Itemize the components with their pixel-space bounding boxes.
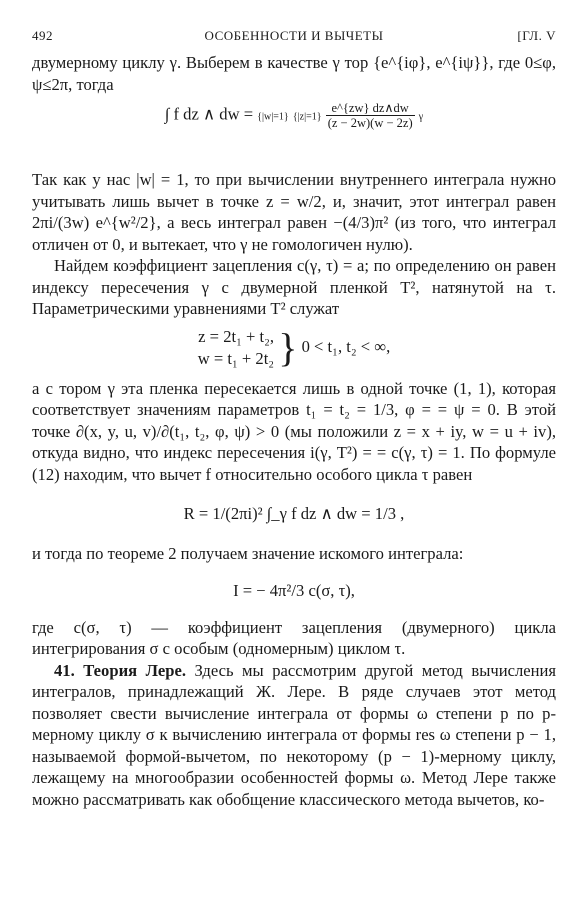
paragraph-4-text: а с тором γ эта пленка пересекается лишь в одной точке (1, 1), которая соответствует значениям параметров t₁ = t₂ = 1/3, φ = = ψ = 0. В этой точке ∂(x, y, u, v)/∂(t₁, t₂, φ, ψ) > 0 (мы положили z = x + iy, w = u + iv), откуда видно, что индекс пересечения i(γ, T²) = = c(γ, τ) = 1. По формуле (12) находим, что вычет f относительно особого цикла τ равен xyxy=(32,378,556,484)
parametric-system xyxy=(32,326,556,372)
paragraph-2 xyxy=(32,169,556,255)
eq1-limit-w: {|w|=1} xyxy=(257,111,289,123)
chapter-label: [ГЛ. V xyxy=(517,28,556,43)
paragraph-3 xyxy=(32,255,556,320)
paragraph-1 xyxy=(32,52,556,95)
paragraph-5-text: и тогда по теореме 2 получаем значение искомого интеграла: xyxy=(32,544,464,563)
paragraph-2-text: Так как у нас |w| = 1, то при вычислении внутреннего интеграла нужно учитывать лишь вычет в точке z = w/2, и, значит, этот интеграл равен 2πi/(3w) e^{w²/2}, а весь интеграл равен −(4/3)π² (из того, что интеграл отличен от 0, и вытекает, что γ не гомологичен нулю). xyxy=(32,170,556,254)
equation-3 xyxy=(32,571,556,611)
eq3-text: I = − 4π²/3 c(σ, τ), xyxy=(233,580,355,600)
paragraph-4 xyxy=(32,378,556,486)
page-header xyxy=(32,24,556,46)
section-41-title: 41. Теория Лере. xyxy=(54,660,186,680)
equation-1 xyxy=(32,101,556,163)
eq1-lhs: ∫ f dz ∧ dw = xyxy=(164,104,254,124)
paragraph-6 xyxy=(32,617,556,660)
eq1-limit-gamma: γ xyxy=(418,111,424,123)
running-title: ОСОБЕННОСТИ И ВЫЧЕТЫ xyxy=(204,28,384,43)
book-page xyxy=(32,24,556,810)
eq1-denominator: (z − 2w)(w − 2z) xyxy=(327,116,413,130)
equation-2 xyxy=(32,491,556,537)
section-41 xyxy=(32,660,556,811)
eq1-fraction xyxy=(326,101,415,130)
paragraph-3-text: Найдем коэффициент зацепления c(γ, τ) = a; по определению он равен индексу пересечения γ с двумерной пленкой T², натянутой на τ. Параметрическими уравнениями T² служат xyxy=(32,256,556,318)
system-line-2: w = t₁ + 2t₂ xyxy=(197,348,275,368)
system-condition: 0 < t₁, t₂ < ∞, xyxy=(301,336,391,356)
system-brace: } xyxy=(278,324,298,370)
system-lines xyxy=(198,326,274,370)
eq2-text: R = 1/(2πi)² ∫_γ f dz ∧ dw = 1/3 , xyxy=(183,504,405,523)
eq1-numerator: e^{zw} dz∧dw xyxy=(326,101,415,116)
page-number: 492 xyxy=(32,28,53,43)
paragraph-5 xyxy=(32,543,556,565)
paragraph-6-text: где c(σ, τ) — коэффициент зацепления (двумерного) цикла интегрирования σ с особым (одномерным) циклом τ. xyxy=(32,617,556,658)
eq1-limit-z: {|z|=1} xyxy=(292,111,322,123)
section-41-body: Здесь мы рассмотрим другой метод вычисления интегралов, принадлежащий Ж. Лере. В ряде случаев этот метод позволяет свести вычисление интеграла от формы ω степени p по p-мерному циклу σ к вычислению интеграла от формы res ω степени p − 1, называемой формой-вычетом, по некоторому (p − 1)-мерному циклу, лежащему на многообразии особенностей формы ω. Метод Лере также можно рассматривать как обобщение классического метода вычетов, ко- xyxy=(32,660,556,809)
system-line-1: z = 2t₁ + t₂, xyxy=(198,326,275,346)
paragraph-1-text: двумерному циклу γ. Выберем в качестве γ тор {e^{iφ}, e^{iψ}}, где 0≤φ, ψ≤2π, тогда xyxy=(32,53,556,94)
